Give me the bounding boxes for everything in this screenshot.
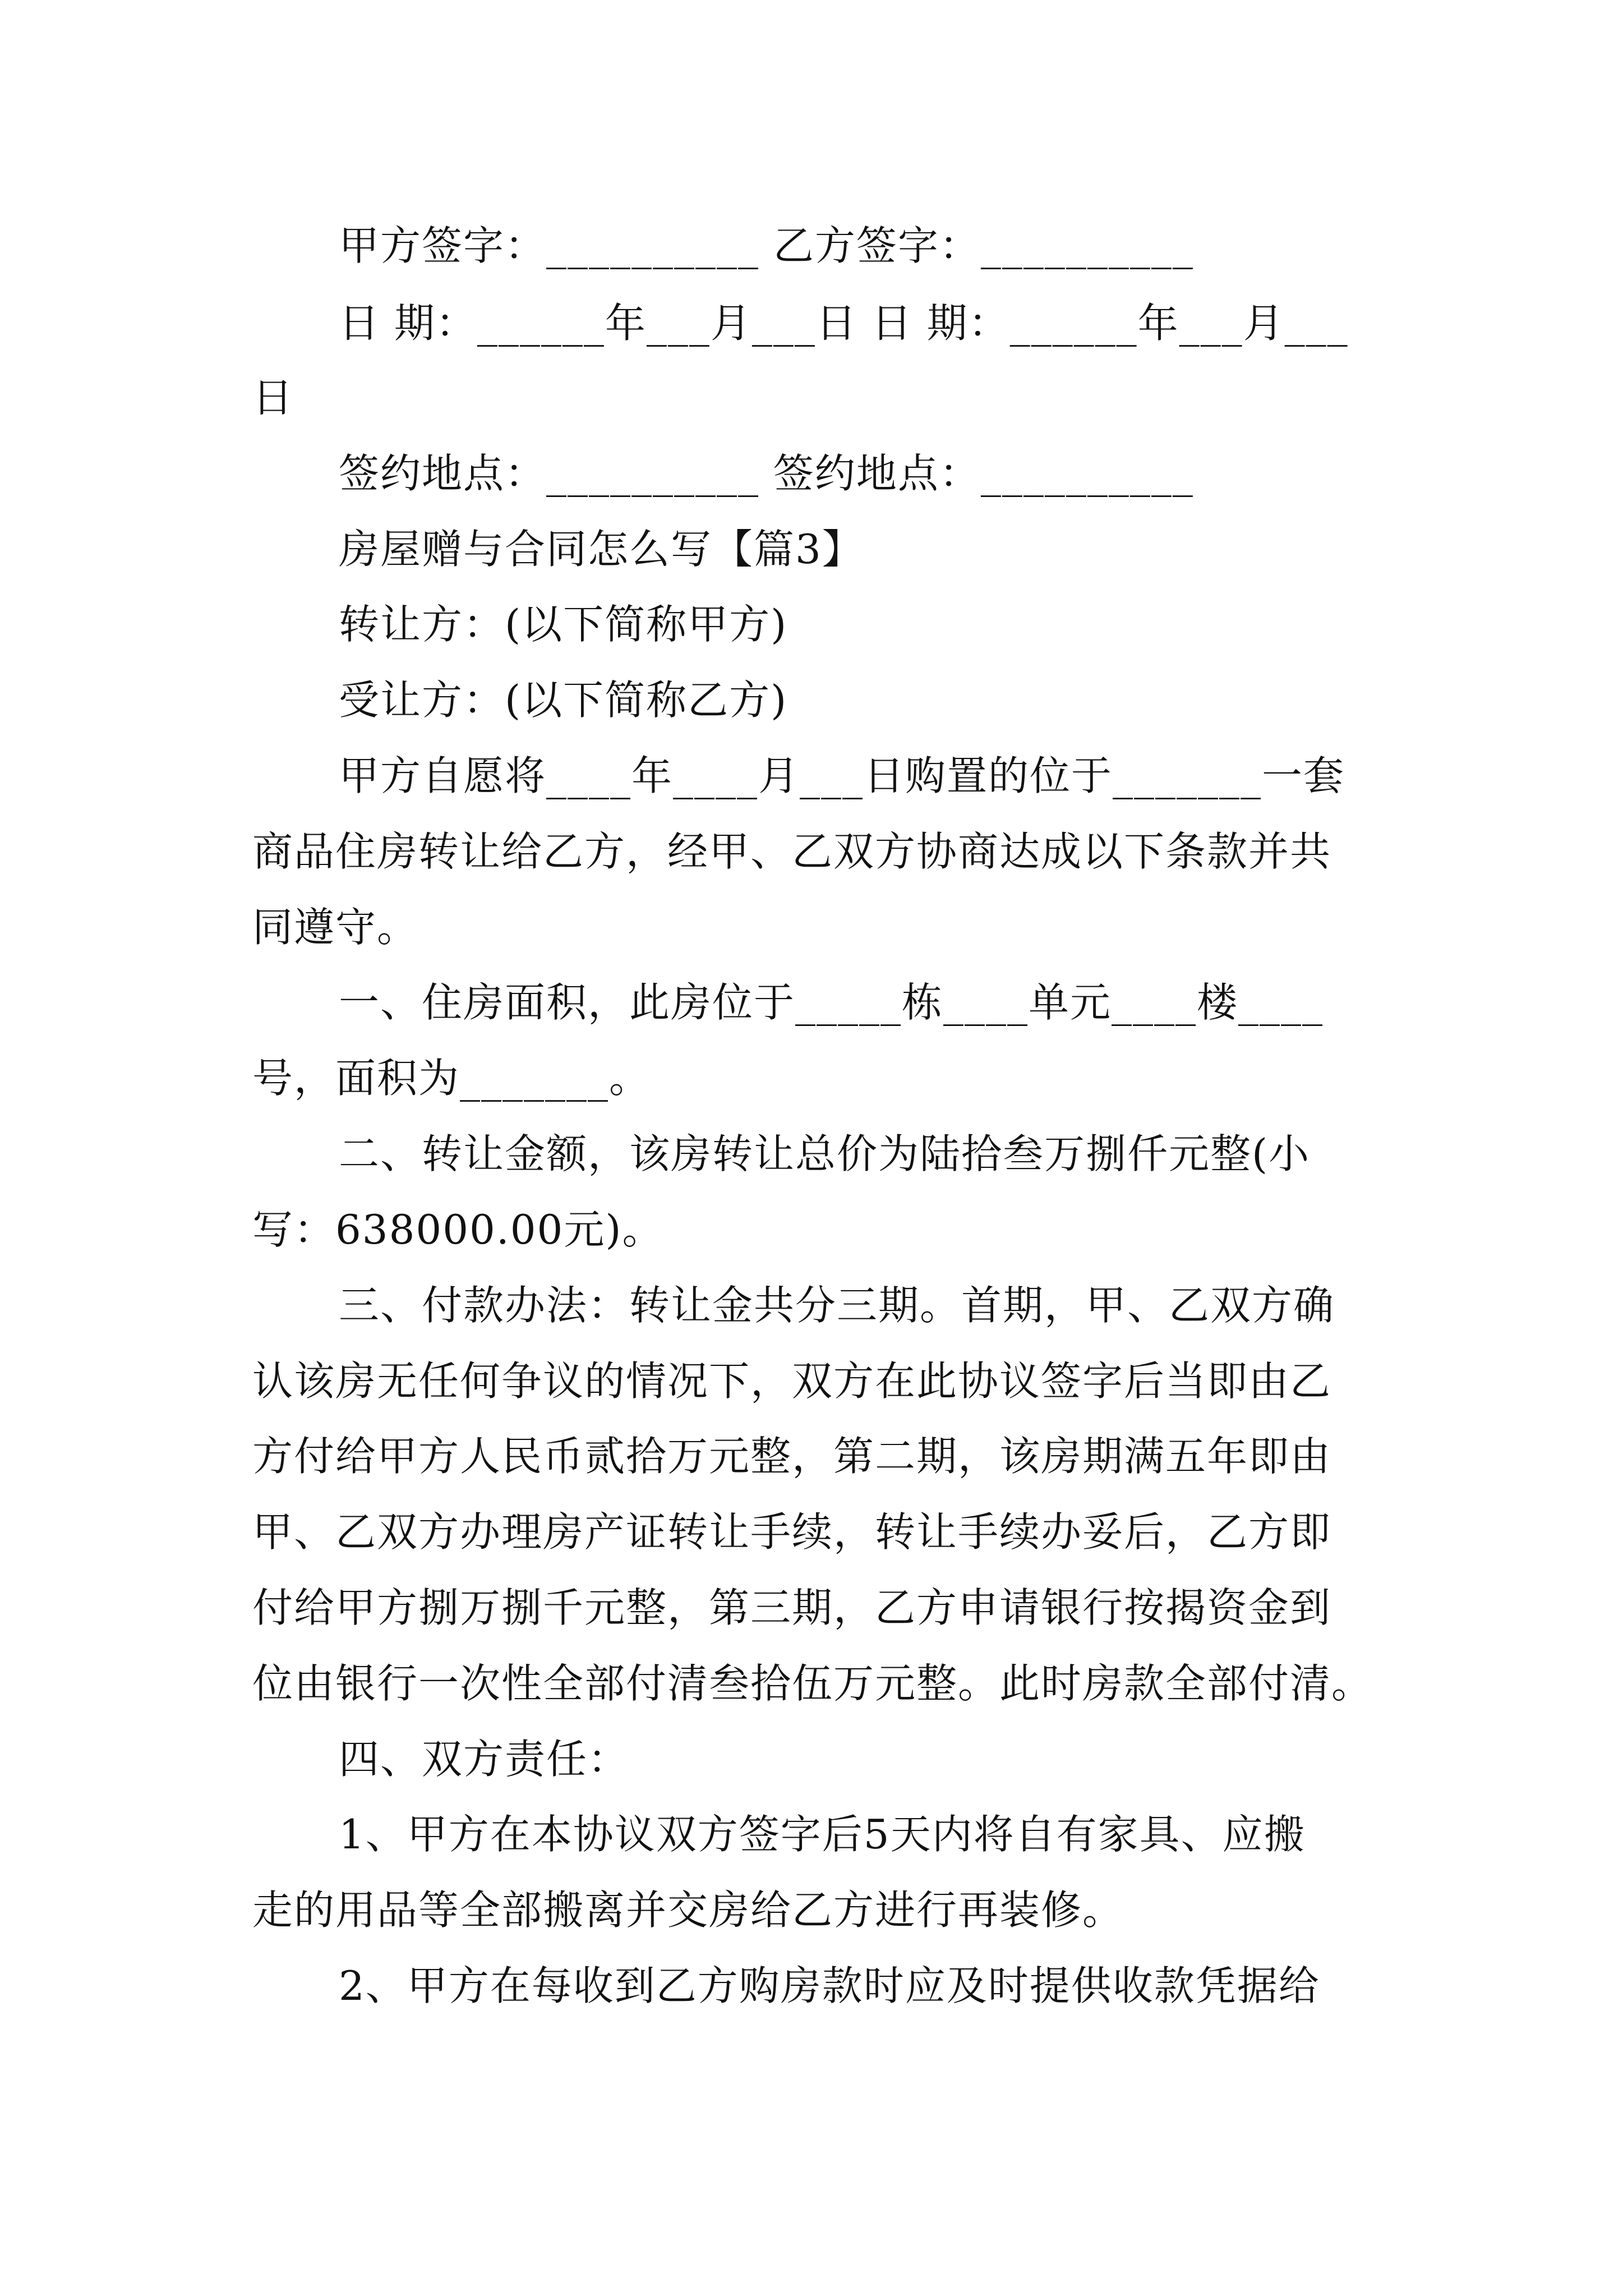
body-paragraph-line: 同遵守。	[252, 904, 419, 951]
signing-place-line: 签约地点：__________ 签约地点：__________	[339, 450, 1194, 497]
signature-line: 甲方签字：__________ 乙方签字：__________	[339, 222, 1194, 269]
clause-2-line: 二、转让金额，该房转让总价为陆拾叁万捌仟元整(小	[339, 1130, 1311, 1177]
clause-4-item-1-line: 1、甲方在本协议双方签字后5天内将自有家具、应搬	[339, 1811, 1306, 1858]
body-paragraph-line: 甲方自愿将____年____月___日购置的位于_______一套	[339, 752, 1345, 799]
clause-2-line: 写：638000.00元)。	[252, 1206, 664, 1253]
clause-1-line: 一、住房面积，此房位于_____栋____单元____楼____	[339, 979, 1324, 1026]
clause-3-line: 付给甲方捌万捌千元整，第三期，乙方申请银行按揭资金到	[252, 1584, 1332, 1631]
clause-3-line: 位由银行一次性全部付清叁拾伍万元整。此时房款全部付清。	[252, 1660, 1373, 1707]
date-line-continued: 日	[252, 374, 294, 421]
clause-3-line: 方付给甲方人民币贰拾万元整，第二期，该房期满五年即由	[252, 1433, 1332, 1480]
section-title: 房屋赠与合同怎么写【篇3】	[339, 526, 864, 573]
clause-3-line: 认该房无任何争议的情况下，双方在此协议签字后当即由乙	[252, 1358, 1332, 1405]
clause-3-line: 甲、乙双方办理房产证转让手续，转让手续办妥后，乙方即	[252, 1508, 1332, 1556]
body-paragraph-line: 商品住房转让给乙方，经甲、乙双方协商达成以下条款并共	[252, 828, 1332, 875]
clause-1-line: 号，面积为_______。	[252, 1055, 651, 1102]
date-line: 日 期：______年___月___日 日 期：______年___月___	[339, 300, 1349, 347]
clause-4-heading: 四、双方责任：	[339, 1736, 630, 1783]
transferor-line: 转让方：(以下简称甲方)	[339, 601, 788, 648]
clause-4-item-2-line: 2、甲方在每收到乙方购房款时应及时提供收款凭据给	[339, 1962, 1320, 2009]
clause-3-line: 三、付款办法：转让金共分三期。首期，甲、乙双方确	[339, 1282, 1335, 1329]
transferee-line: 受让方：(以下简称乙方)	[339, 677, 788, 724]
clause-4-item-1-line: 走的用品等全部搬离并交房给乙方进行再装修。	[252, 1887, 1124, 1934]
